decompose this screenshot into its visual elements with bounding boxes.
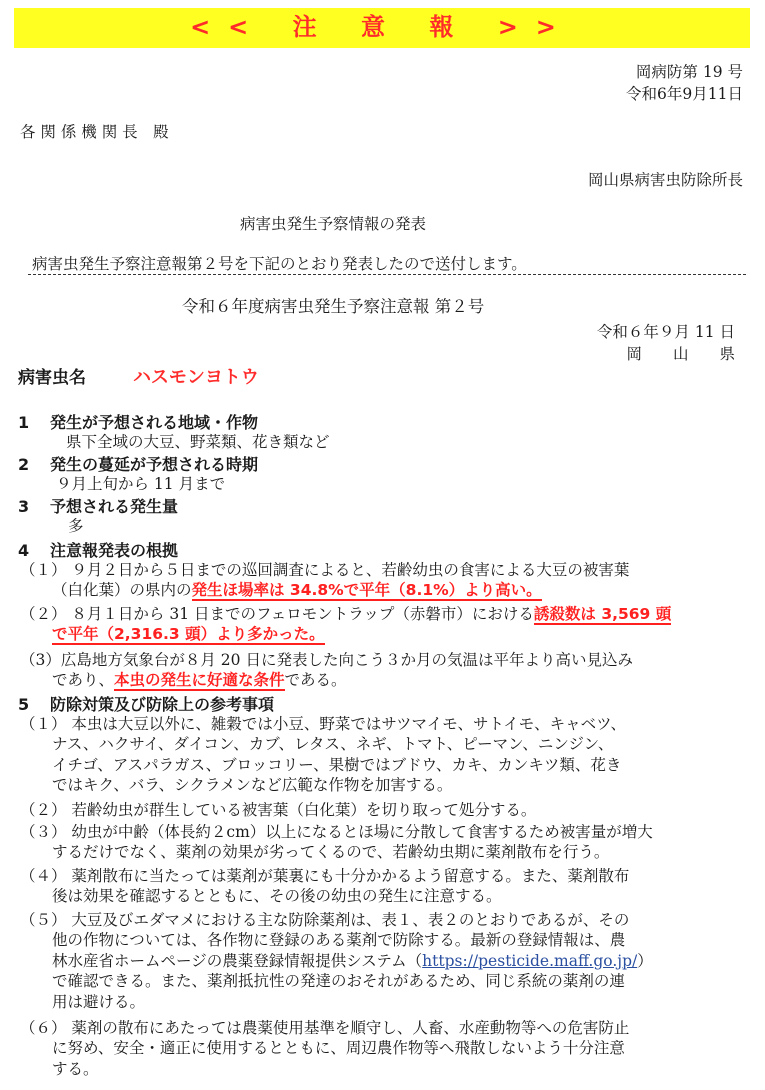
report-date: 令和６年９月 11 日 (596, 323, 735, 341)
basis-item-3: （3）広島地方気象台が８月 20 日に発表した向こう３か月の気温は平年より高い見込み であり、本虫の発生に好適な条件である。 (20, 651, 633, 690)
report-title: 令和６年度病害虫発生予察注意報 第２号 (182, 297, 485, 316)
section-2-heading: 2 発生の蔓延が予想される時期 (18, 455, 259, 474)
alert-banner (14, 8, 750, 48)
doc-number: 岡病防第 19 号 (635, 63, 743, 81)
intro-text: 病害虫発生予察注意報第２号を下記のとおり発表したので送付します。 (32, 255, 527, 273)
subject: 病害虫発生予察情報の発表 (240, 215, 427, 233)
pest-row (18, 366, 259, 390)
measure-item-2: （２） 若齢幼虫が群生している被害葉（白化葉）を切り取って処分する。 (20, 801, 537, 819)
highlight-trap-count: 誘殺数は 3,569 頭 (533, 605, 672, 623)
measure-item-3: （３） 幼虫が中齢（体長約２cm）以上になるとほ場に分散して食害するため被害量が増大 するだけでなく、薬剤の効果が劣ってくるので、若齢幼虫期に薬剤散布を行う。 (20, 823, 653, 862)
addressee: 各 関 係 機 関 長 殿 (20, 123, 169, 141)
section-3-heading: 3 予想される発生量 (18, 497, 179, 516)
section-1-heading: 1 発生が予想される地域・作物 (18, 413, 259, 432)
pesticide-registry-link[interactable]: https://pesticide.maff.go.jp/ (422, 951, 638, 970)
section-5-heading: 5 防除対策及び防除上の参考事項 (18, 695, 275, 714)
section-4-heading: 4 注意報発表の根拠 (18, 541, 179, 560)
dotted-divider (28, 274, 746, 275)
section-1-body: 県下全域の大豆、野菜類、花き類など (66, 433, 330, 451)
measure-item-5: （５） 大豆及びエダマメにおける主な防除薬剤は、表１、表２のとおりであるが、その 他の作物については、各作物に登録のある薬剤で防除する。最新の登録情報は、農 林水産省ホームページの農薬登録情報提供システム（https://pesticide.maff.go.jp/） で確認できる。また、薬剤抵抗性の発達のおそれがあるため、同じ系統の薬剤の連 用は避ける。 (20, 911, 653, 1011)
sender: 岡山県病害虫防除所長 (587, 171, 743, 189)
pest-label: 病害虫名 (18, 368, 86, 388)
highlight-trap-average: で平年（2,316.3 頭）より多かった。 (52, 625, 325, 644)
banner-title: << 注 意 報 >> (190, 13, 574, 42)
basis-item-2: （２） ８月１日から 31 日までのフェロモントラップ（赤磐市）における誘殺数は 3,569 頭 で平年（2,316.3 頭）より多かった。 (20, 605, 672, 644)
measure-item-6: （６） 薬剤の散布にあたっては農薬使用基準を順守し、人畜、水産動物等への危害防止 に努め、安全・適正に使用するとともに、周辺農作物等へ飛散しないよう十分注意 する。 (20, 1019, 630, 1078)
highlight-conditions: 本虫の発生に好適な条件 (114, 671, 285, 690)
report-issuer: 岡 山 県 (626, 345, 735, 363)
measure-item-4: （４） 薬剤散布に当たっては薬剤が葉裏にも十分かかるよう留意する。また、薬剤散布 後は効果を確認するとともに、その後の幼虫の発生に注意する。 (20, 867, 630, 906)
section-2-body: ９月上旬から 11 月まで (56, 475, 226, 493)
pest-name: ハスモンヨトウ (132, 367, 259, 388)
section-3-body: 多 (68, 517, 84, 535)
measure-item-1: （１） 本虫は大豆以外に、雑穀では小豆、野菜ではサツマイモ、サトイモ、キャベツ、 ナス、ハクサイ、ダイコン、カブ、レタス、ネギ、トマト、ピーマン、ニンジン、 イチゴ、アスパラガス、ブロッコリー、果樹ではブドウ、カキ、カンキツ類、花き ではキク、バラ、シクラメンなど広範な作物を加害する。 (20, 715, 627, 795)
basis-item-1: （１） ９月２日から５日までの巡回調査によると、若齢幼虫の食害による大豆の被害葉 （白化葉）の県内の発生ほ場率は 34.8%で平年（8.1%）より高い。 (20, 561, 630, 600)
doc-date: 令和6年9月11日 (626, 85, 743, 103)
highlight-field-rate: 発生ほ場率は 34.8%で平年（8.1%）より高い。 (191, 581, 542, 600)
